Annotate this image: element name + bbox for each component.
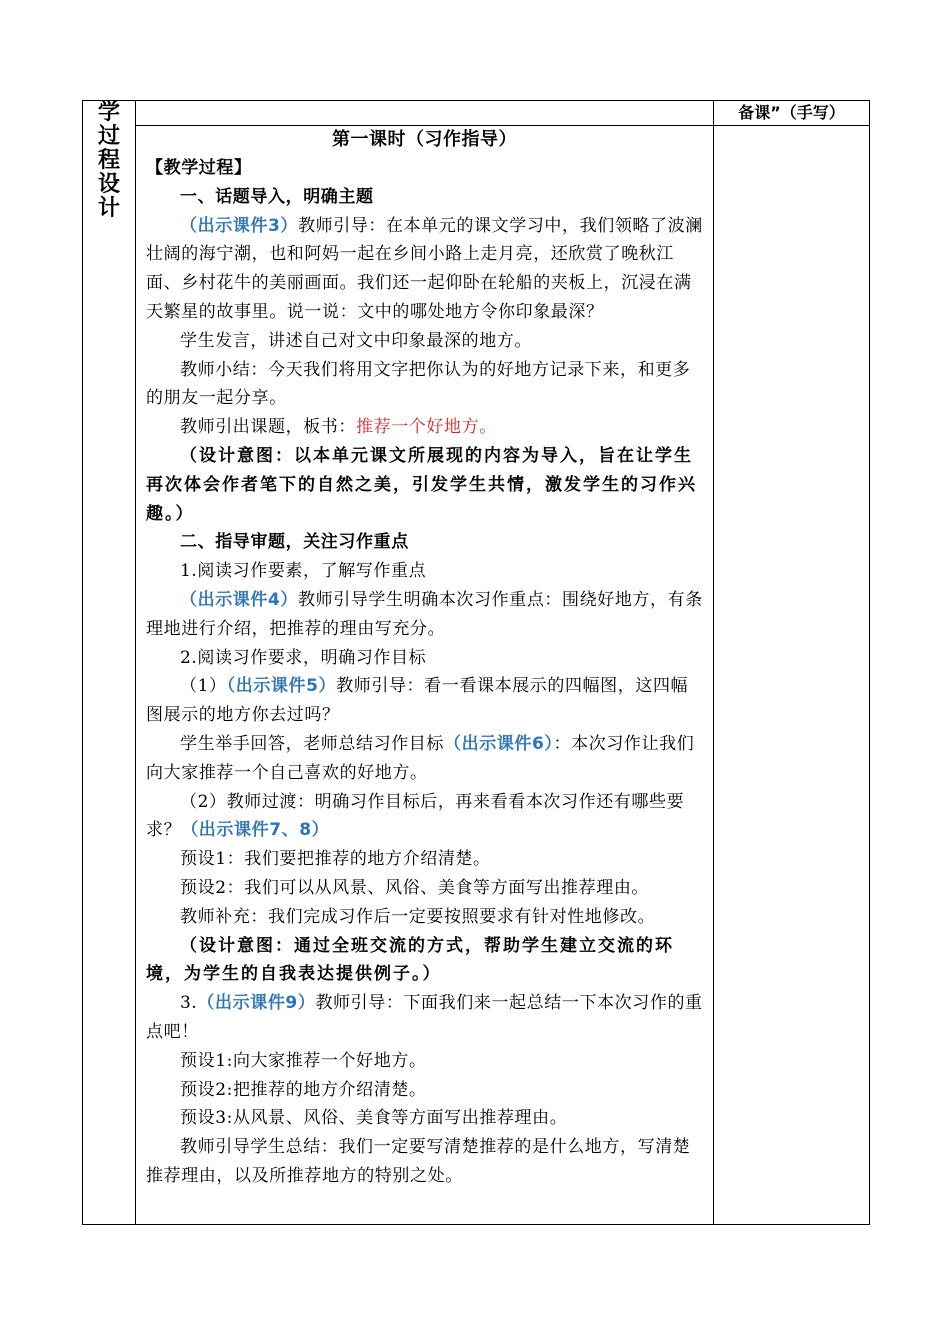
- side-label-char: 设: [97, 172, 120, 197]
- courseware-ref: （出示课件3）: [180, 215, 299, 236]
- design-intent: （设计意图：通过全班交流的方式，帮助学生建立交流的环境，为学生的自我表达提供例子。）: [146, 935, 674, 985]
- side-label-char: 计: [97, 196, 120, 221]
- paragraph: 学生发言，讲述自己对文中印象最深的地方。: [180, 330, 532, 351]
- courseware-ref: （出示课件7、8）: [181, 820, 330, 841]
- subheading: 2.阅读习作要求，明确习作目标: [180, 647, 427, 668]
- subheading: 1.阅读习作要素，了解写作重点: [180, 561, 427, 582]
- side-label: [83, 101, 135, 221]
- lesson-title: 第一课时（习作指导）: [332, 129, 517, 150]
- paragraph: 教师引出课题，板书：推荐一个好地方。: [180, 417, 497, 438]
- paragraph: 教师引导学生总结：我们一定要写清楚推荐的是什么地方，写清楚推荐理由，以及所推荐地方的特别之处。: [146, 1137, 691, 1186]
- side-label-char: 程: [97, 148, 120, 173]
- note-header-cell: [714, 101, 870, 126]
- preset: 预设2:把推荐的地方介绍清楚。: [180, 1079, 427, 1100]
- preset: 预设1：我们要把推荐的地方介绍清楚。: [180, 849, 491, 870]
- lesson-plan-table: [82, 100, 870, 1225]
- content-cell: [136, 126, 714, 1225]
- courseware-ref: （出示课件6）: [444, 733, 554, 754]
- preset: 预设1:向大家推荐一个好地方。: [180, 1050, 427, 1071]
- side-label-cell: [83, 101, 136, 1225]
- section-label: 【教学过程】: [146, 158, 252, 178]
- side-label-char: 学: [97, 100, 120, 125]
- courseware-ref: （出示课件9）: [197, 993, 316, 1014]
- paragraph: 教师补充：我们完成习作后一定要按照要求有针对性地修改。: [180, 906, 656, 927]
- paragraph: 教师小结：今天我们将用文字把你认为的好地方记录下来，和更多的朋友一起分享。: [146, 359, 691, 409]
- paragraph: 3.（出示课件9）教师引导：下面我们来一起总结一下本次习作的重点吧！: [146, 993, 703, 1042]
- note-header: 备课”（手写）: [738, 103, 845, 122]
- paragraph: （出示课件3）教师引导：在本单元的课文学习中，我们领略了波澜壮阔的海宁潮，也和阿妈一起在乡间小路上走月亮，还欣赏了晚秋江面、乡村花牛的美丽画面。我们还一起仰卧在轮船的夹板上，沉浸在满天繁星的故事里。说一说：文中的哪处地方令你印象最深？: [146, 215, 703, 322]
- preset: 预设3:从风景、风俗、美食等方面写出推荐理由。: [180, 1108, 568, 1129]
- notes-cell: [714, 126, 870, 1225]
- board-title: 推荐一个好地方。: [356, 417, 497, 438]
- courseware-ref: （出示课件4）: [180, 589, 299, 610]
- side-label-char: 过: [97, 124, 120, 149]
- courseware-ref: （出示课件5）: [226, 676, 337, 697]
- paragraph: （1）（出示课件5）教师引导：看一看课本展示的四幅图，这四幅图展示的地方你去过吗？: [146, 676, 689, 726]
- lesson-content: [136, 126, 713, 1191]
- heading-2: 二、指导审题，关注习作重点: [180, 532, 409, 553]
- preset: 预设2：我们可以从风景、风俗、美食等方面写出推荐理由。: [180, 877, 650, 898]
- paragraph: 学生举手回答，老师总结习作目标（出示课件6）：本次习作让我们向大家推荐一个自己喜欢的好地方。: [146, 733, 695, 783]
- header-empty-cell: [136, 101, 714, 126]
- paragraph: （2）教师过渡：明确习作目标后，再来看看本次习作还有哪些要求？（出示课件7、8）: [146, 791, 685, 841]
- paragraph: （出示课件4）教师引导学生明确本次习作重点：围绕好地方，有条理地进行介绍，把推荐的理由写充分。: [146, 589, 703, 639]
- heading-1: 一、话题导入，明确主题: [180, 186, 374, 207]
- design-intent: （设计意图：以本单元课文所展现的内容为导入，旨在让学生再次体会作者笔下的自然之美，引发学生共情，激发学生的习作兴趣。）: [146, 445, 697, 524]
